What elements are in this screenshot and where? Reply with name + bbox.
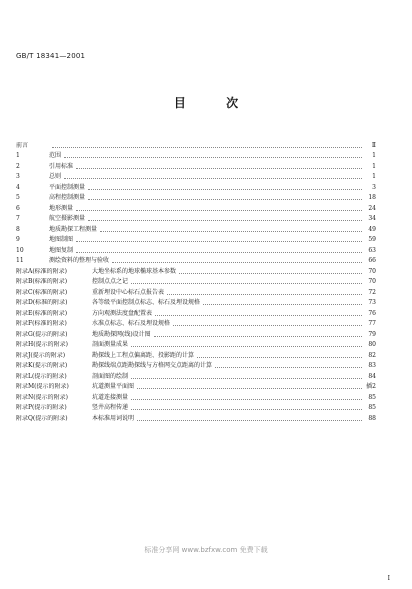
toc-entry-number: 5: [16, 194, 20, 201]
toc-entry[interactable]: [16, 170, 376, 181]
toc-entry-title: 地形测量: [49, 204, 74, 212]
toc-entry[interactable]: [16, 264, 376, 275]
toc-entry-page: 84: [368, 372, 376, 380]
toc-entry-number: 2: [16, 162, 20, 170]
toc-entry[interactable]: [16, 306, 376, 317]
toc-entry-page: 80: [368, 341, 376, 348]
toc-entry[interactable]: [16, 275, 376, 286]
toc-entry-number: 1: [16, 152, 20, 159]
toc-entry[interactable]: [16, 369, 376, 380]
toc-entry-number: 附录G(提示的附录): [16, 330, 68, 338]
toc-entry[interactable]: [16, 149, 376, 160]
toc-entry-title: 勘探线上工程点偏离距、投影距的计算: [92, 351, 195, 359]
toc-entry-title: 剖面测量成果: [92, 341, 129, 348]
dot-leader: [154, 336, 362, 337]
toc-entry-page: 70: [368, 278, 376, 285]
toc-entry-page: 70: [368, 267, 376, 275]
toc-entry[interactable]: [16, 411, 376, 422]
dot-leader: [76, 210, 362, 211]
dot-leader: [88, 199, 362, 200]
toc-entry-title: 各等级平面控制点标志、标石及埋设规格: [92, 299, 201, 306]
toc-entry-number: 附录J(提示的附录): [16, 351, 66, 359]
dot-leader: [64, 178, 362, 179]
dot-leader: [131, 346, 362, 347]
toc-entry[interactable]: [16, 380, 376, 391]
toc-entry-title: 本标准用词说明: [92, 414, 135, 422]
toc-entry-page: 79: [368, 330, 376, 338]
dot-leader: [137, 388, 362, 389]
toc-entry-number: 前言: [16, 141, 29, 149]
toc-entry-number: 附录B(标准的附录): [16, 278, 68, 285]
toc-entry-page: 73: [368, 299, 376, 306]
toc-entry[interactable]: [16, 348, 376, 359]
toc-entry[interactable]: [16, 138, 376, 149]
dot-leader: [76, 252, 362, 253]
toc-entry-page: 72: [368, 288, 376, 296]
toc-entry-title: 坑道连接测量: [92, 393, 129, 401]
dot-leader: [137, 420, 362, 421]
toc-entry-number: 附录D(标准的附录): [16, 299, 68, 306]
toc-entry[interactable]: [16, 285, 376, 296]
toc-entry-page: 1: [372, 152, 376, 159]
toc-entry-page: 49: [368, 225, 376, 233]
toc-entry-page: 82: [368, 351, 376, 359]
toc-entry-page: 77: [368, 320, 376, 327]
toc-entry-page: 85: [368, 404, 376, 411]
toc-entry-title: 地图复制: [49, 246, 74, 254]
toc-entry-title: 地质勘探工程测量: [49, 225, 98, 233]
toc-entry-page: 63: [368, 246, 376, 254]
dot-leader: [88, 220, 362, 221]
toc-entry-title: 坑道测量平面图: [92, 383, 135, 390]
toc-entry-page: 59: [368, 236, 376, 243]
toc-entry[interactable]: [16, 159, 376, 170]
toc-entry[interactable]: [16, 180, 376, 191]
toc-entry[interactable]: [16, 401, 376, 412]
toc-entry-page: 18: [368, 194, 376, 201]
toc-entry-page: 34: [368, 215, 376, 222]
toc-entry-page: 66: [368, 257, 376, 264]
toc-entry-title: 勘探线端点距勘探线与方格网交点距离的计算: [92, 362, 213, 369]
toc-entry-title: 总则: [49, 173, 62, 180]
toc-entry[interactable]: [16, 390, 376, 401]
dot-leader: [88, 189, 362, 190]
toc-entry[interactable]: [16, 317, 376, 328]
toc-entry-number: 附录Q(提示的附录): [16, 414, 68, 422]
toc-entry-page: 3: [372, 183, 376, 191]
toc-entry-page: 85: [368, 393, 376, 401]
dot-leader: [197, 357, 362, 358]
dot-leader: [76, 168, 362, 169]
toc-entry-number: 附录M(提示的附录): [16, 383, 69, 390]
toc-entry-number: 6: [16, 204, 20, 212]
toc-entry-title: 重新埋设中心标石点报告表: [92, 288, 165, 296]
toc-entry[interactable]: [16, 243, 376, 254]
dot-leader: [167, 294, 362, 295]
watermark-text: 标准分享网 www.bzfxw.com 免费下载: [144, 546, 268, 554]
toc-entry-number: 附录A(标准的附录): [16, 267, 68, 275]
toc-entry-title: 地图制图: [49, 236, 74, 243]
toc-entry[interactable]: [16, 233, 376, 244]
page-title: 目 次: [173, 96, 257, 110]
table-of-contents: [16, 138, 376, 422]
toc-entry-number: 8: [16, 225, 20, 233]
toc-entry[interactable]: [16, 201, 376, 212]
toc-entry-number: 附录L(提示的附录): [16, 372, 67, 380]
toc-entry-title: 测绘资料的整理与验收: [49, 257, 110, 264]
toc-entry[interactable]: [16, 191, 376, 202]
toc-entry-number: 附录K(提示的附录): [16, 362, 68, 369]
page-number: I: [387, 575, 390, 582]
toc-entry-page: 76: [368, 309, 376, 317]
toc-entry[interactable]: [16, 222, 376, 233]
toc-entry-title: 地质勘探网(线)设计图: [92, 330, 151, 338]
toc-entry[interactable]: [16, 254, 376, 265]
toc-entry-number: 9: [16, 236, 20, 243]
toc-entry-number: 附录N(提示的附录): [16, 393, 68, 401]
toc-entry-page: 1: [372, 173, 376, 180]
toc-entry-page: 24: [368, 204, 376, 212]
toc-entry-title: 范围: [49, 152, 62, 159]
dot-leader: [173, 325, 362, 326]
toc-entry-title: 引用标准: [49, 162, 74, 170]
dot-leader: [64, 157, 362, 158]
toc-entry-number: 附录E(标准的附录): [16, 309, 68, 317]
toc-entry[interactable]: [16, 359, 376, 370]
toc-entry-number: 10: [16, 246, 24, 254]
toc-entry[interactable]: [16, 327, 376, 338]
toc-entry[interactable]: [16, 296, 376, 307]
dot-leader: [155, 315, 362, 316]
toc-entry-number: 4: [16, 183, 20, 191]
dot-leader: [203, 304, 362, 305]
dot-leader: [131, 399, 362, 400]
toc-entry-title: 高程控制测量: [49, 194, 86, 201]
toc-entry-page: 1: [372, 162, 376, 170]
toc-entry-title: 航空摄影测量: [49, 215, 86, 222]
toc-entry-number: 附录P(提示的附录): [16, 404, 67, 411]
toc-entry-title: 剖面图的绘制: [92, 372, 129, 380]
dot-leader: [112, 262, 362, 263]
toc-entry-title: 水准点标志、标石及埋设规格: [92, 320, 171, 327]
toc-entry-number: 3: [16, 173, 20, 180]
toc-entry-number: 附录C(标准的附录): [16, 288, 68, 296]
toc-entry-title: 竖井高程传递: [92, 404, 129, 411]
toc-entry-number: 附录H(提示的附录): [16, 341, 68, 348]
toc-entry-title: 平面控制测量: [49, 183, 86, 191]
dot-leader: [131, 283, 362, 284]
toc-entry[interactable]: [16, 338, 376, 349]
toc-entry[interactable]: [16, 212, 376, 223]
toc-entry-title: 控制点点之记: [92, 278, 129, 285]
toc-entry-number: 7: [16, 215, 20, 222]
dot-leader: [76, 241, 362, 242]
toc-entry-number: 11: [16, 257, 24, 264]
dot-leader: [215, 367, 362, 368]
toc-entry-page: Ⅱ: [371, 141, 376, 149]
dot-leader: [52, 147, 362, 148]
dot-leader: [100, 231, 362, 232]
dot-leader: [131, 409, 362, 410]
dot-leader: [131, 378, 362, 379]
toc-entry-number: 附录F(标准的附录): [16, 320, 67, 327]
toc-entry-page: 88: [368, 414, 376, 422]
standard-code: GB/T 18341—2001: [16, 52, 86, 60]
toc-entry-title: 方向观测法度盘配置表: [92, 309, 153, 317]
toc-entry-page: 83: [368, 362, 376, 369]
dot-leader: [179, 273, 362, 274]
toc-entry-title: 大地坐标系的地球椭球基本参数: [92, 267, 177, 275]
toc-entry-page: 插2: [366, 383, 376, 390]
